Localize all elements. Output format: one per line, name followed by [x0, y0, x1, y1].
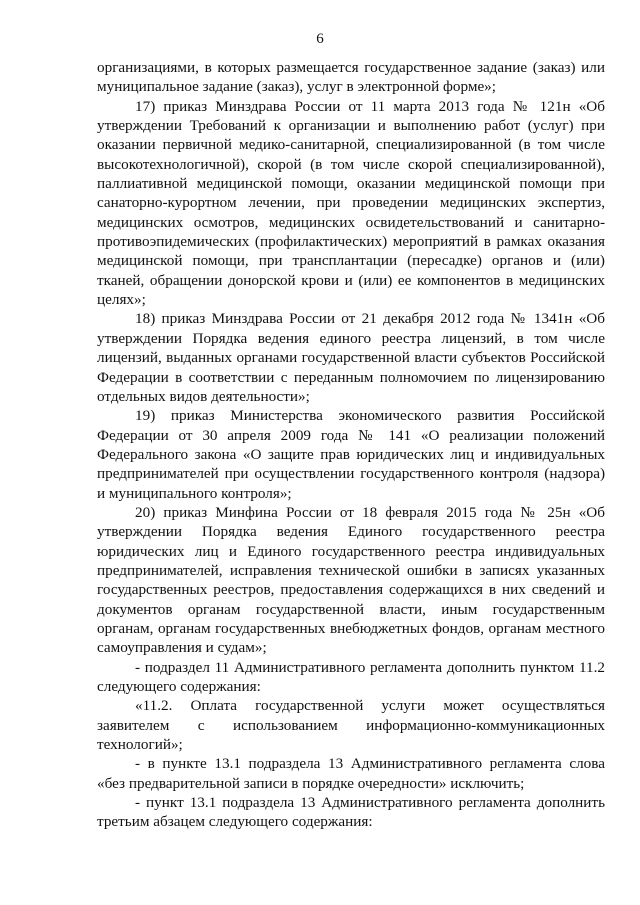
paragraph-item-18: 18) приказ Минздрава России от 21 декабря 2012 года № 1341н «Об утверждении Порядка ведения единого реестра лицензий, в том числе лицензий, выданных органами государственной власти субъектов Российской Федерации в соответствии с переданным полномочием по лицензированию отдельных видов деятельности»;	[97, 310, 605, 405]
paragraph-amendment-13-1-delete: - в пункте 13.1 подраздела 13 Административного регламента слова «без предварительной записи в порядке очередности» исключить;	[97, 755, 605, 792]
paragraph-amendment-11-2: - подраздел 11 Административного регламента дополнить пунктом 11.2 следующего содержания:	[97, 658, 605, 695]
paragraph-amendment-13-1-add: - пункт 13.1 подраздела 13 Административного регламента дополнить третьим абзацем следующего содержания:	[97, 794, 605, 831]
paragraph-item-20: 20) приказ Минфина России от 18 февраля 2015 года № 25н «Об утверждении Порядка ведения Единого государственного реестра юридических лиц и Единого государственного реестра индивидуальных предпринимателей, исправления технической ошибки в записях указанных государственных реестров, предоставления содержащихся в них сведений и документов органам государственной власти, иным государственным органам, органам государственных внебюджетных фондов, органам местного самоуправления и судам»;	[97, 503, 605, 657]
page-number: 6	[316, 31, 324, 47]
paragraph-continuation: организациями, в которых размещается государственное задание (заказ) или муниципальное задание (заказ), услуг в электронной форме»;	[97, 59, 605, 96]
paragraph-quote-11-2: «11.2. Оплата государственной услуги может осуществляться заявителем с использованием информационно-коммуникационных технологий»;	[97, 697, 605, 754]
paragraph-item-17: 17) приказ Минздрава России от 11 марта 2013 года № 121н «Об утверждении Требований к организации и выполнению работ (услуг) при оказании первичной медико-санитарной, специализированной (в том числе высокотехнологичной), скорой (в том числе скорой специализированной), паллиативной медицинской помощи, оказании медицинской помощи при санаторно-курортном лечении, при проведении медицинских экспертиз, медицинских осмотров, медицинских освидетельствований и санитарно-противоэпидемических (профилактических) мероприятий в рамках оказания медицинской помощи, при трансплантации (пересадке) органов и (или) тканей, обращении донорской крови и (или) ее компонентов в медицинских целях»;	[97, 97, 605, 309]
paragraph-item-19: 19) приказ Министерства экономического развития Российской Федерации от 30 апреля 2009 года № 141 «О реализации положений Федерального закона «О защите прав юридических лиц и индивидуальных предпринимателей при осуществлении государственного контроля (надзора) и муниципального контроля»;	[97, 407, 605, 502]
page-body	[97, 58, 605, 832]
